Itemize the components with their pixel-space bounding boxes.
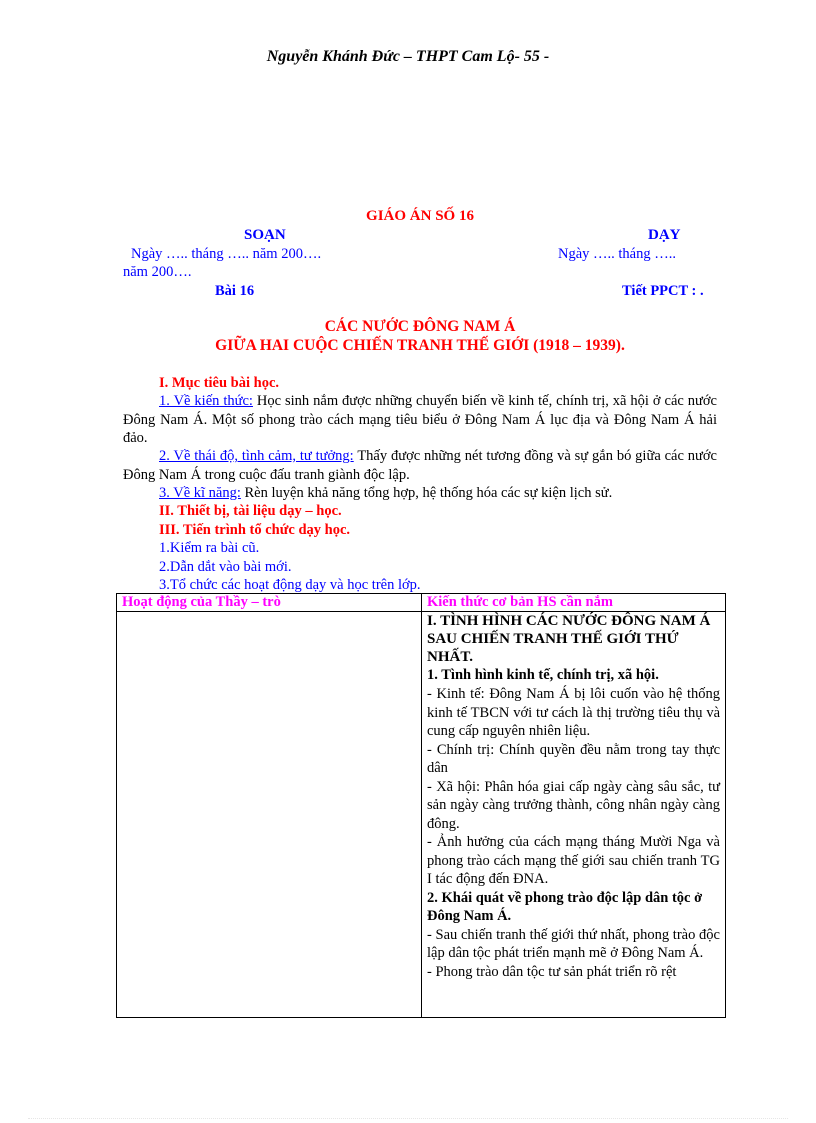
list-item: - Ảnh hưởng của cách mạng tháng Mười Nga và phong trào cách mạng thế giới sau chiến tranh TG I tác động đến ĐNA. bbox=[427, 834, 720, 887]
skills-paragraph bbox=[159, 484, 612, 503]
page-header: Nguyễn Khánh Đức – THPT Cam Lộ- 55 - bbox=[266, 48, 550, 65]
lesson-title-line1: CÁC NƯỚC ĐÔNG NAM Á bbox=[324, 318, 516, 335]
list-item: - Xã hội: Phân hóa giai cấp ngày càng sâu sắc, tư sản ngày càng trưởng thành, công nhân ngày càng đông. bbox=[427, 778, 720, 832]
lesson-bai: Bài 16 bbox=[215, 283, 255, 299]
skills-label: 3. Về kĩ năng: bbox=[159, 485, 241, 501]
attitude-text: Thấy được những nét tương đồng và sự gắn bó giữa các nước Đông Nam Á trong cuộc đấu tranh giành độc lập. bbox=[123, 448, 717, 483]
process-step-2: 2.Dẫn dắt vào bài mới. bbox=[159, 559, 292, 575]
list-item: - Sau chiến tranh thế giới thứ nhất, phong trào độc lập dân tộc phát triển mạnh mẽ ở Đông Nam Á. bbox=[427, 926, 720, 961]
lesson-title-line2: GIỮA HAI CUỘC CHIẾN TRANH THẾ GIỚI (1918 – 1939). bbox=[215, 337, 625, 354]
subsection-1-title: 1. Tình hình kinh tế, chính trị, xã hội. bbox=[427, 667, 659, 683]
knowledge-text: Học sinh nắm được những chuyển biến về kinh tế, chính trị, xã hội ở các nước Đông Nam Á. Một số phong trào cách mạng tiêu biểu ở Đông Nam Á lục địa và Đông Nam Á hải đảo. bbox=[123, 393, 717, 446]
page-bottom-divider bbox=[28, 1118, 788, 1119]
table-body-row bbox=[117, 612, 726, 1018]
soan-label: SOẠN bbox=[244, 227, 286, 243]
teacher-student-activities-cell bbox=[117, 612, 422, 1018]
lesson-table bbox=[116, 593, 726, 1018]
skills-text: Rèn luyện khả năng tổng hợp, hệ thống hóa các sự kiện lịch sử. bbox=[240, 485, 613, 501]
attitude-label: 2. Về thái độ, tình cảm, tư tưởng: bbox=[159, 448, 354, 464]
process-step-1: 1.Kiểm ra bài cũ. bbox=[159, 540, 260, 556]
knowledge-paragraph bbox=[123, 392, 717, 448]
equipment-heading: II. Thiết bị, tài liệu dạy – học. bbox=[159, 503, 342, 519]
date-continuation: năm 200…. bbox=[123, 264, 192, 280]
objectives-heading: I. Mục tiêu bài học. bbox=[159, 375, 280, 391]
section-title: I. TÌNH HÌNH CÁC NƯỚC ĐÔNG NAM Á SAU CHIẾN TRANH THẾ GIỚI THỨ NHẤT. bbox=[427, 613, 711, 665]
list-item: - Kinh tế: Đông Nam Á bị lôi cuốn vào hệ thống kinh tế TBCN với tư cách là thị trường tiêu thụ và cung cấp nguyên nhiên liệu. bbox=[427, 686, 720, 739]
subsection-2-title: 2. Khái quát về phong trào độc lập dân tộc ở Đông Nam Á. bbox=[427, 889, 703, 924]
col-teacher-student-header: Hoạt động của Thầy – trò bbox=[117, 594, 422, 612]
list-item: - Phong trào dân tộc tư sản phát triển rõ rệt bbox=[427, 963, 677, 980]
day-label: DẠY bbox=[648, 227, 681, 243]
attitude-paragraph bbox=[123, 447, 717, 484]
day-date: Ngày ….. tháng ….. bbox=[558, 246, 676, 262]
list-item: - Chính trị: Chính quyền đều nằm trong tay thực dân bbox=[427, 741, 720, 776]
process-heading: III. Tiến trình tổ chức dạy học. bbox=[159, 522, 351, 538]
knowledge-label: 1. Về kiến thức: bbox=[159, 393, 253, 409]
soan-date: Ngày ….. tháng ….. năm 200…. bbox=[131, 246, 322, 262]
knowledge-cell bbox=[422, 612, 726, 1018]
process-step-3: 3.Tổ chức các hoạt động dạy và học trên lớp. bbox=[159, 577, 421, 593]
lesson-number: GIÁO ÁN SỐ 16 bbox=[366, 208, 474, 224]
table-header-row bbox=[117, 594, 726, 612]
col-knowledge-header: Kiến thức cơ bản HS cần nắm bbox=[422, 594, 726, 612]
lesson-tiet: Tiết PPCT : . bbox=[622, 283, 704, 299]
